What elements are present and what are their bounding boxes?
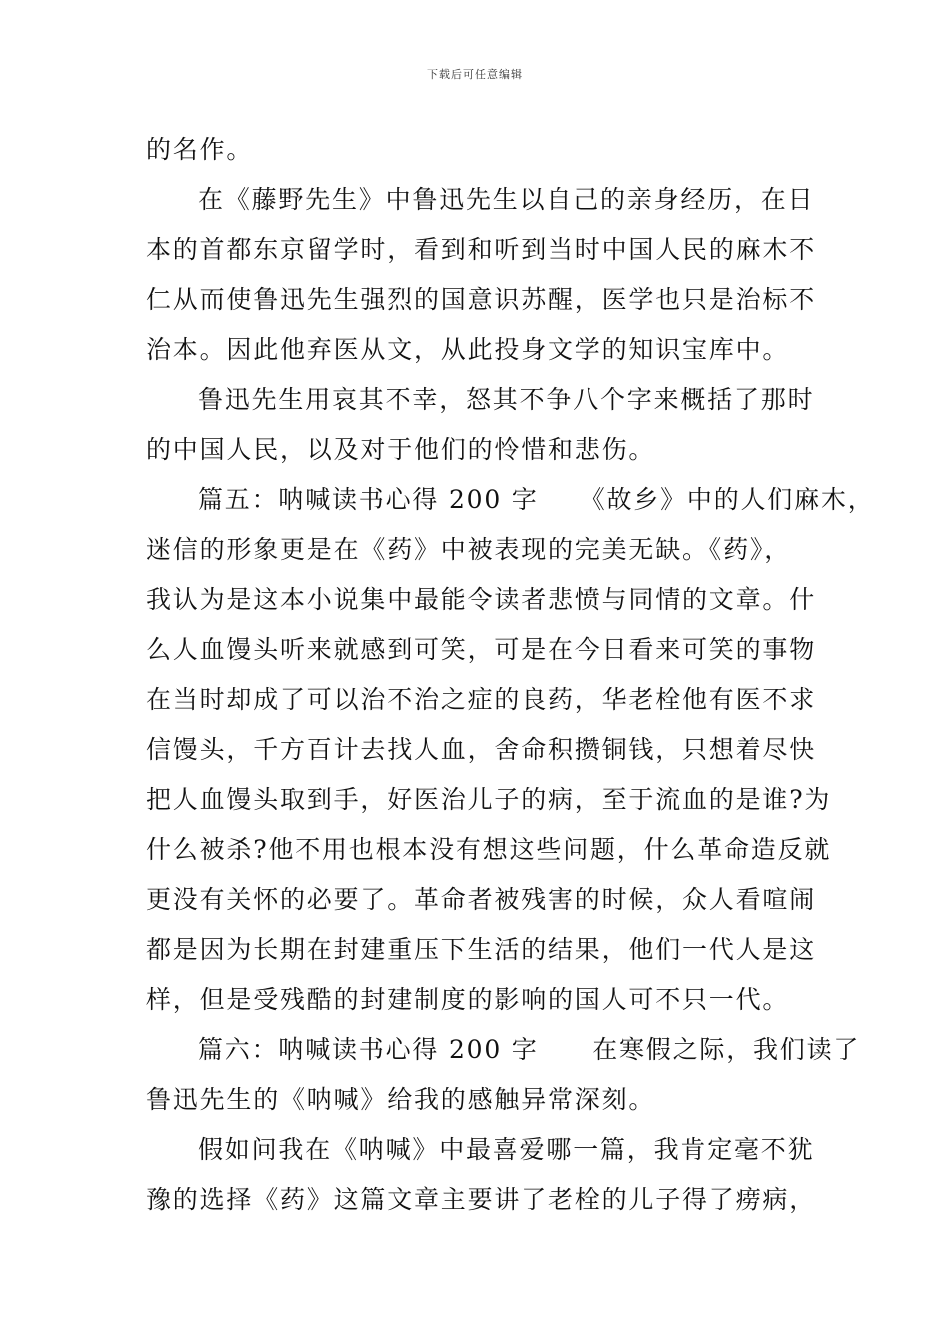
- text-line: 仁从而使鲁迅先生强烈的国意识苏醒，医学也只是治标不: [146, 285, 817, 314]
- text-line: 的中国人民，以及对于他们的怜惜和悲伤。: [146, 435, 656, 464]
- text-line: 都是因为长期在封建重压下生活的结果，他们一代人是这: [146, 935, 817, 964]
- text-line: 在当时却成了可以治不治之症的良药，华老栓他有医不求: [146, 685, 817, 714]
- text-line: 样，但是受残酷的封建制度的影响的国人可不只一代。: [146, 985, 790, 1014]
- text-line: 什么被杀?他不用也根本没有想这些问题，什么革命造反就: [146, 835, 832, 864]
- text-line: 么人血馒头听来就感到可笑，可是在今日看来可笑的事物: [146, 635, 817, 664]
- text-line: 在《藤野先生》中鲁迅先生以自己的亲身经历，在日: [198, 185, 815, 214]
- text-line: 把人血馒头取到手，好医治儿子的病，至于流血的是谁?为: [146, 785, 832, 814]
- text-line: 篇六：呐喊读书心得 200 字 在寒假之际，我们读了: [198, 1035, 861, 1064]
- text-line: 治本。因此他弃医从文，从此投身文学的知识宝库中。: [146, 335, 790, 364]
- text-line: 鲁迅先生的《呐喊》给我的感触异常深刻。: [146, 1085, 656, 1114]
- text-line: 迷信的形象更是在《药》中被表现的完美无缺。《药》，: [146, 535, 792, 564]
- text-line: 本的首都东京留学时，看到和听到当时中国人民的麻木不: [146, 235, 817, 264]
- text-line: 信馒头，千方百计去找人血，舍命积攒铜钱，只想着尽快: [146, 735, 817, 764]
- text-line: 豫的选择《药》这篇文章主要讲了老栓的儿子得了痨病，: [146, 1185, 817, 1214]
- text-line: 的名作。: [146, 135, 254, 164]
- text-line: 更没有关怀的必要了。革命者被残害的时候，众人看喧闹: [146, 885, 817, 914]
- text-line: 假如问我在《呐喊》中最喜爱哪一篇，我肯定毫不犹: [198, 1135, 815, 1164]
- text-line: 篇五：呐喊读书心得 200 字 《故乡》中的人们麻木，: [198, 485, 875, 514]
- page-header: 下载后可任意编辑: [427, 68, 523, 81]
- text-line: 鲁迅先生用哀其不幸，怒其不争八个字来概括了那时: [198, 385, 815, 414]
- text-line: 我认为是这本小说集中最能令读者悲愤与同情的文章。什: [146, 585, 817, 614]
